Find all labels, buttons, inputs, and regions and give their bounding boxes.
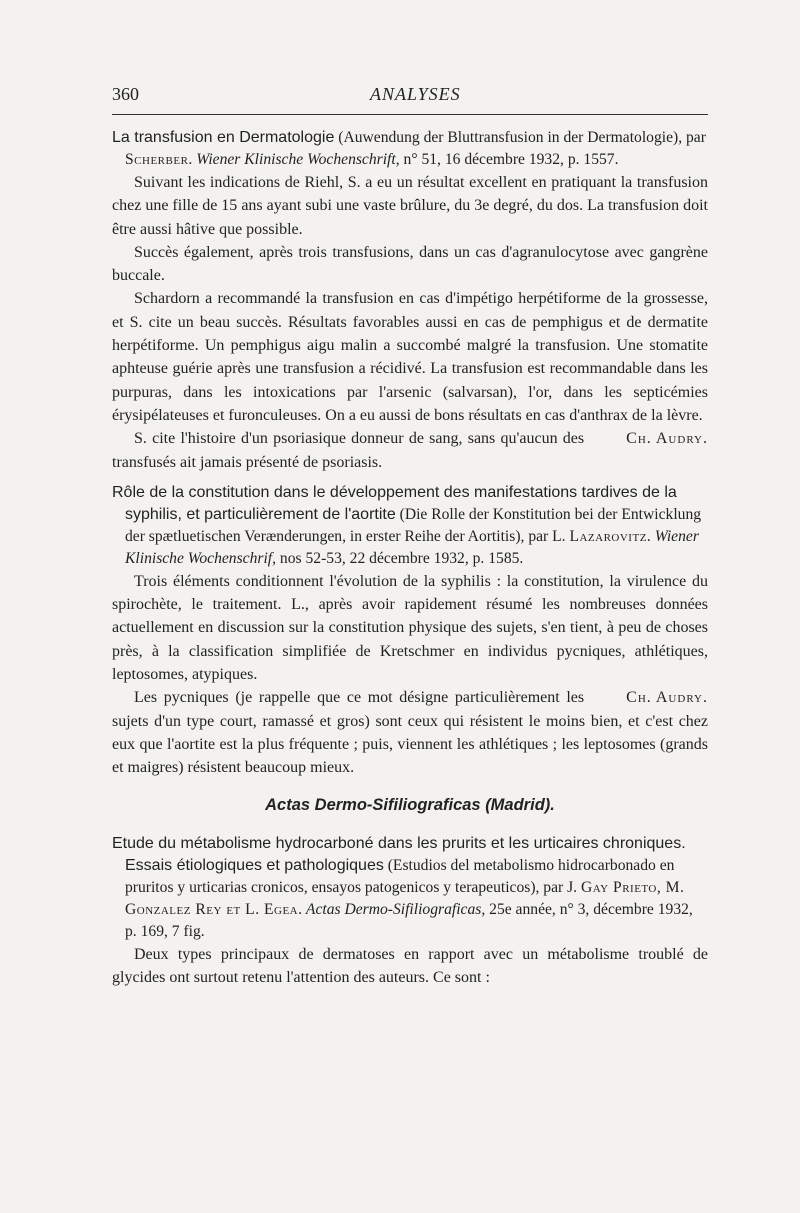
article-author: Scherber — [125, 151, 189, 168]
article-title: Rôle de la constitution dans le développement des manifestations tardives de la syphilis, et particulièrement de l'aortite — [112, 483, 677, 523]
separator: . — [646, 527, 655, 545]
running-title: ANALYSES — [370, 84, 461, 104]
separator: . — [298, 900, 306, 918]
article-original-title: (Auwendung der Bluttransfusion in der Dermatologie), par — [334, 129, 706, 146]
header-rule — [112, 114, 708, 115]
citation-details: , 25e année, n° 3, décembre 1932, p. 169, 7 fig. — [125, 900, 693, 940]
article-entry-3 — [112, 833, 708, 990]
paragraph: Succès également, après trois transfusions, dans un cas d'agranulocytose avec gangrène buccale. — [112, 243, 708, 285]
paragraph-text: Les pycniques (je rappelle que ce mot désigne particulièrement les sujets d'un type court, ramassé et gros) sont ceux qui résistent le moins bien, et c'est chez eux que l'aortite est la plus fréquente ; puis, viennent les athlétiques ; les leptosomes (grands et maigres) résistent beaucoup mieux. — [112, 689, 708, 777]
article-title: Etude du métabolisme hydrocarboné dans les prurits et les urticaires chroniques. Essais étiologiques et pathologiques — [112, 834, 686, 874]
paragraph: Deux types principaux de dermatoses en rapport avec un métabolisme troublé de glycides ont surtout retenu l'attention des auteurs. Ce sont : — [112, 945, 708, 986]
journal-name: Actas Dermo-Sifiliograficas — [305, 900, 482, 918]
article-author: Lazarovitz — [569, 527, 647, 545]
running-head — [112, 80, 708, 110]
citation-details: , n° 51, 16 décembre 1932, p. 1557. — [395, 151, 619, 168]
citation-details: , nos 52-53, 22 décembre 1932, p. 1585. — [272, 549, 524, 567]
journal-section-title: Actas Dermo-Sifiliograficas (Madrid). — [265, 795, 555, 814]
signature: Ch. Audry. — [626, 689, 708, 707]
separator: . — [188, 151, 197, 168]
journal-name: Wiener Klinische Wochenschrif — [125, 527, 699, 567]
signature: Ch. Audry. — [626, 430, 708, 448]
article-authors: Gay Prieto, M. Gonzalez Rey et L. Egea — [125, 878, 685, 918]
journal-name: Wiener Klinische Wochenschrift — [196, 151, 396, 168]
article-heading — [112, 833, 708, 943]
paragraph-with-signature — [112, 686, 708, 779]
page-number: 360 — [112, 84, 139, 104]
article-entry-2 — [112, 482, 708, 780]
paragraph: Suivant les indications de Riehl, S. a eu un résultat excellent en pratiquant la transfusion chez une fille de 15 ans ayant subi une vaste brûlure, du 3e degré, du dos. La transfusion doit être aussi hâtive que possible. — [112, 174, 708, 238]
page — [112, 80, 708, 997]
paragraph-text: S. cite l'histoire d'un psoriasique donneur de sang, sans qu'aucun des transfusés ait jamais présenté de psoriasis. — [112, 430, 585, 471]
paragraph: Schardorn a recommandé la transfusion en cas d'impétigo herpétiforme de la grossesse, et S. cite un beau succès. Résultats favorables aussi en cas de pemphigus et de dermatite herpétiforme. Un pemphigus aigu malin a succombé malgré la transfusion. Une stomatite aphteuse guérie après une transfusion a récidivé. La transfusion est recommandable dans les purpuras, dans les intoxications par l'arsenic (salvarsan), l'or, dans les septicémies érysipélateuses et furonculeuses. On a eu aussi de bons résultats en cas d'anthrax de la lèvre. — [112, 290, 708, 424]
article-original-title: (Estudios del metabolismo hidrocarbonado en pruritos y urticarias cronicos, ensayos patogenicos y terapeuticos), par J. — [125, 856, 675, 896]
paragraph: Trois éléments conditionnent l'évolution de la syphilis : la constitution, la virulence du spirochète, le traitement. L., après avoir rapidement résumé les nombreuses données actuellement en discussion sur la constitution physique des sujets, s'en tient, à peu de choses près, à la classification simplifiée de Kretschmer en individus pycniques, athlétiques, leptosomes, atypiques. — [112, 572, 708, 684]
article-original-title: (Die Rolle der Konstitution bei der Entwicklung der spætluetischen Verænderungen, in erster Reihe der Aortitis), par L. — [125, 505, 702, 545]
article-heading — [112, 127, 708, 171]
article-entry-1 — [112, 127, 708, 474]
article-title: La transfusion en Dermatologie — [112, 129, 335, 146]
paragraph-with-signature — [112, 427, 708, 474]
article-heading — [112, 482, 708, 570]
